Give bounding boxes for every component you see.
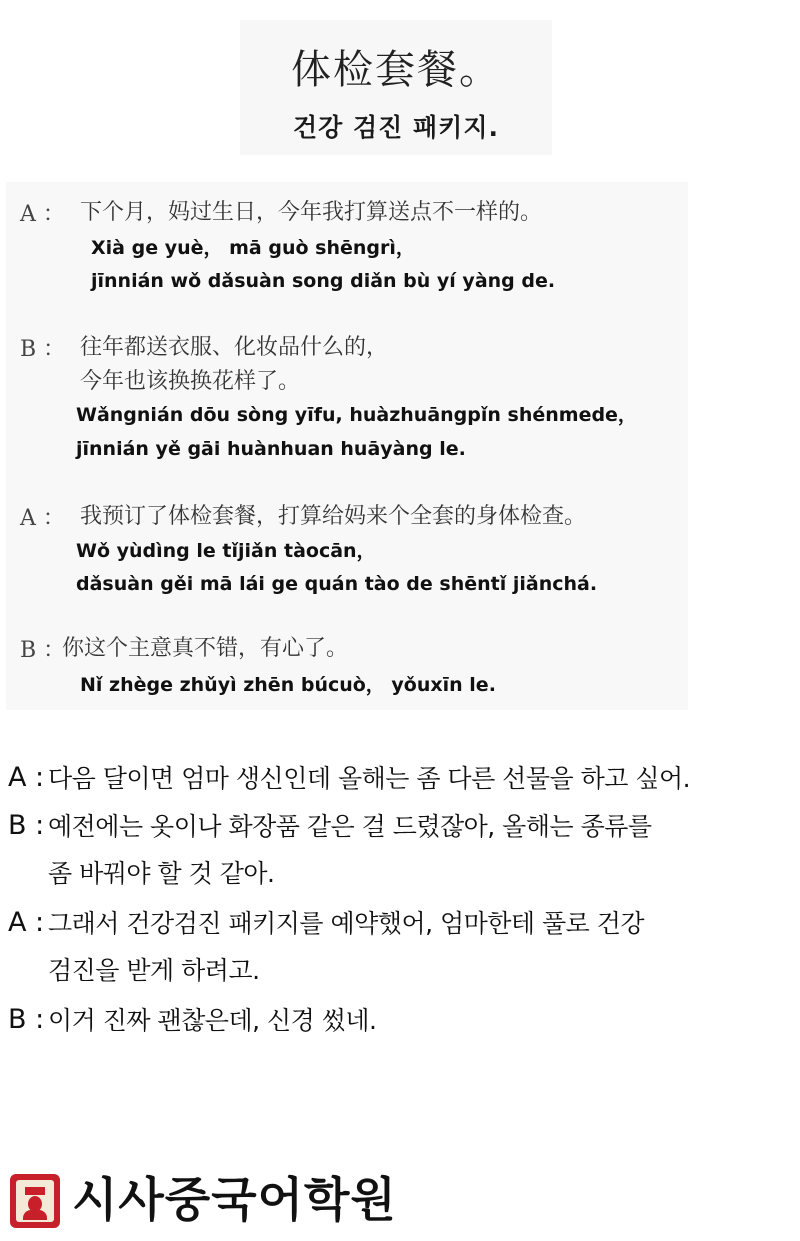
pinyin-line: jīnnián wǒ dǎsuàn song diǎn bù yí yàng de. (91, 270, 556, 292)
title-korean: 건강 검진 패키지. (293, 113, 499, 142)
hanzi-line: 往年都送衣服、化妆品什么的， (80, 335, 389, 360)
korean-line: 다음 달이면 엄마 생신인데 올해는 좀 다른 선물을 하고 싶어. (48, 764, 691, 793)
speaker-label: B ： (20, 337, 66, 362)
pinyin-line: Nǐ zhège zhǔyì zhēn búcuò， yǒuxīn le. (80, 674, 496, 696)
title-box (240, 20, 552, 155)
speaker-label: B : (8, 1004, 45, 1035)
speaker-label: A : (8, 762, 45, 793)
pinyin-line: Wǎngnián dōu sòng yīfu, huàzhuāngpǐn shénmede， (76, 404, 637, 426)
pinyin-line: Xià ge yuè， mā guò shēngrì， (91, 237, 415, 259)
hanzi-line: 下个月，妈过生日，今年我打算送点不一样的。 (80, 200, 543, 225)
hanzi-line: 我预订了体检套餐，打算给妈来个全套的身体检查。 (80, 504, 587, 529)
korean-line: 좀 바꿔야 할 것 같아. (48, 859, 275, 888)
hanzi-line: 你这个主意真不错，有心了。 (62, 636, 349, 661)
korean-line: 예전에는 옷이나 화장품 같은 걸 드렸잖아, 올해는 종류를 (48, 812, 652, 841)
hanzi-line: 今年也该换换花样了。 (80, 369, 301, 394)
pinyin-line: jīnnián yě gāi huànhuan huāyàng le. (76, 438, 466, 460)
korean-line: 이거 진짜 괜찮은데, 신경 썼네. (48, 1006, 377, 1035)
brand-logo (10, 1172, 430, 1232)
speaker-label: A ： (20, 506, 65, 531)
speaker-label: A : (8, 907, 45, 938)
brand-name: 시사중국어학원 (72, 1173, 397, 1228)
pinyin-line: Wǒ yùdìng le tǐjiǎn tàocān， (76, 540, 376, 562)
korean-line: 그래서 건강검진 패키지를 예약했어, 엄마한테 풀로 건강 (48, 909, 645, 938)
speaker-label: B : (8, 810, 45, 841)
chinese-dialogue (6, 182, 688, 710)
speaker-label: A ： (20, 202, 65, 227)
pinyin-line: dǎsuàn gěi mā lái ge quán tào de shēntǐ jiǎnchá. (76, 573, 598, 595)
school-emblem-icon (10, 1174, 60, 1228)
speaker-label: B ： (20, 638, 66, 663)
title-chinese: 体检套餐。 (291, 47, 501, 93)
korean-line: 검진을 받게 하려고. (48, 956, 260, 985)
